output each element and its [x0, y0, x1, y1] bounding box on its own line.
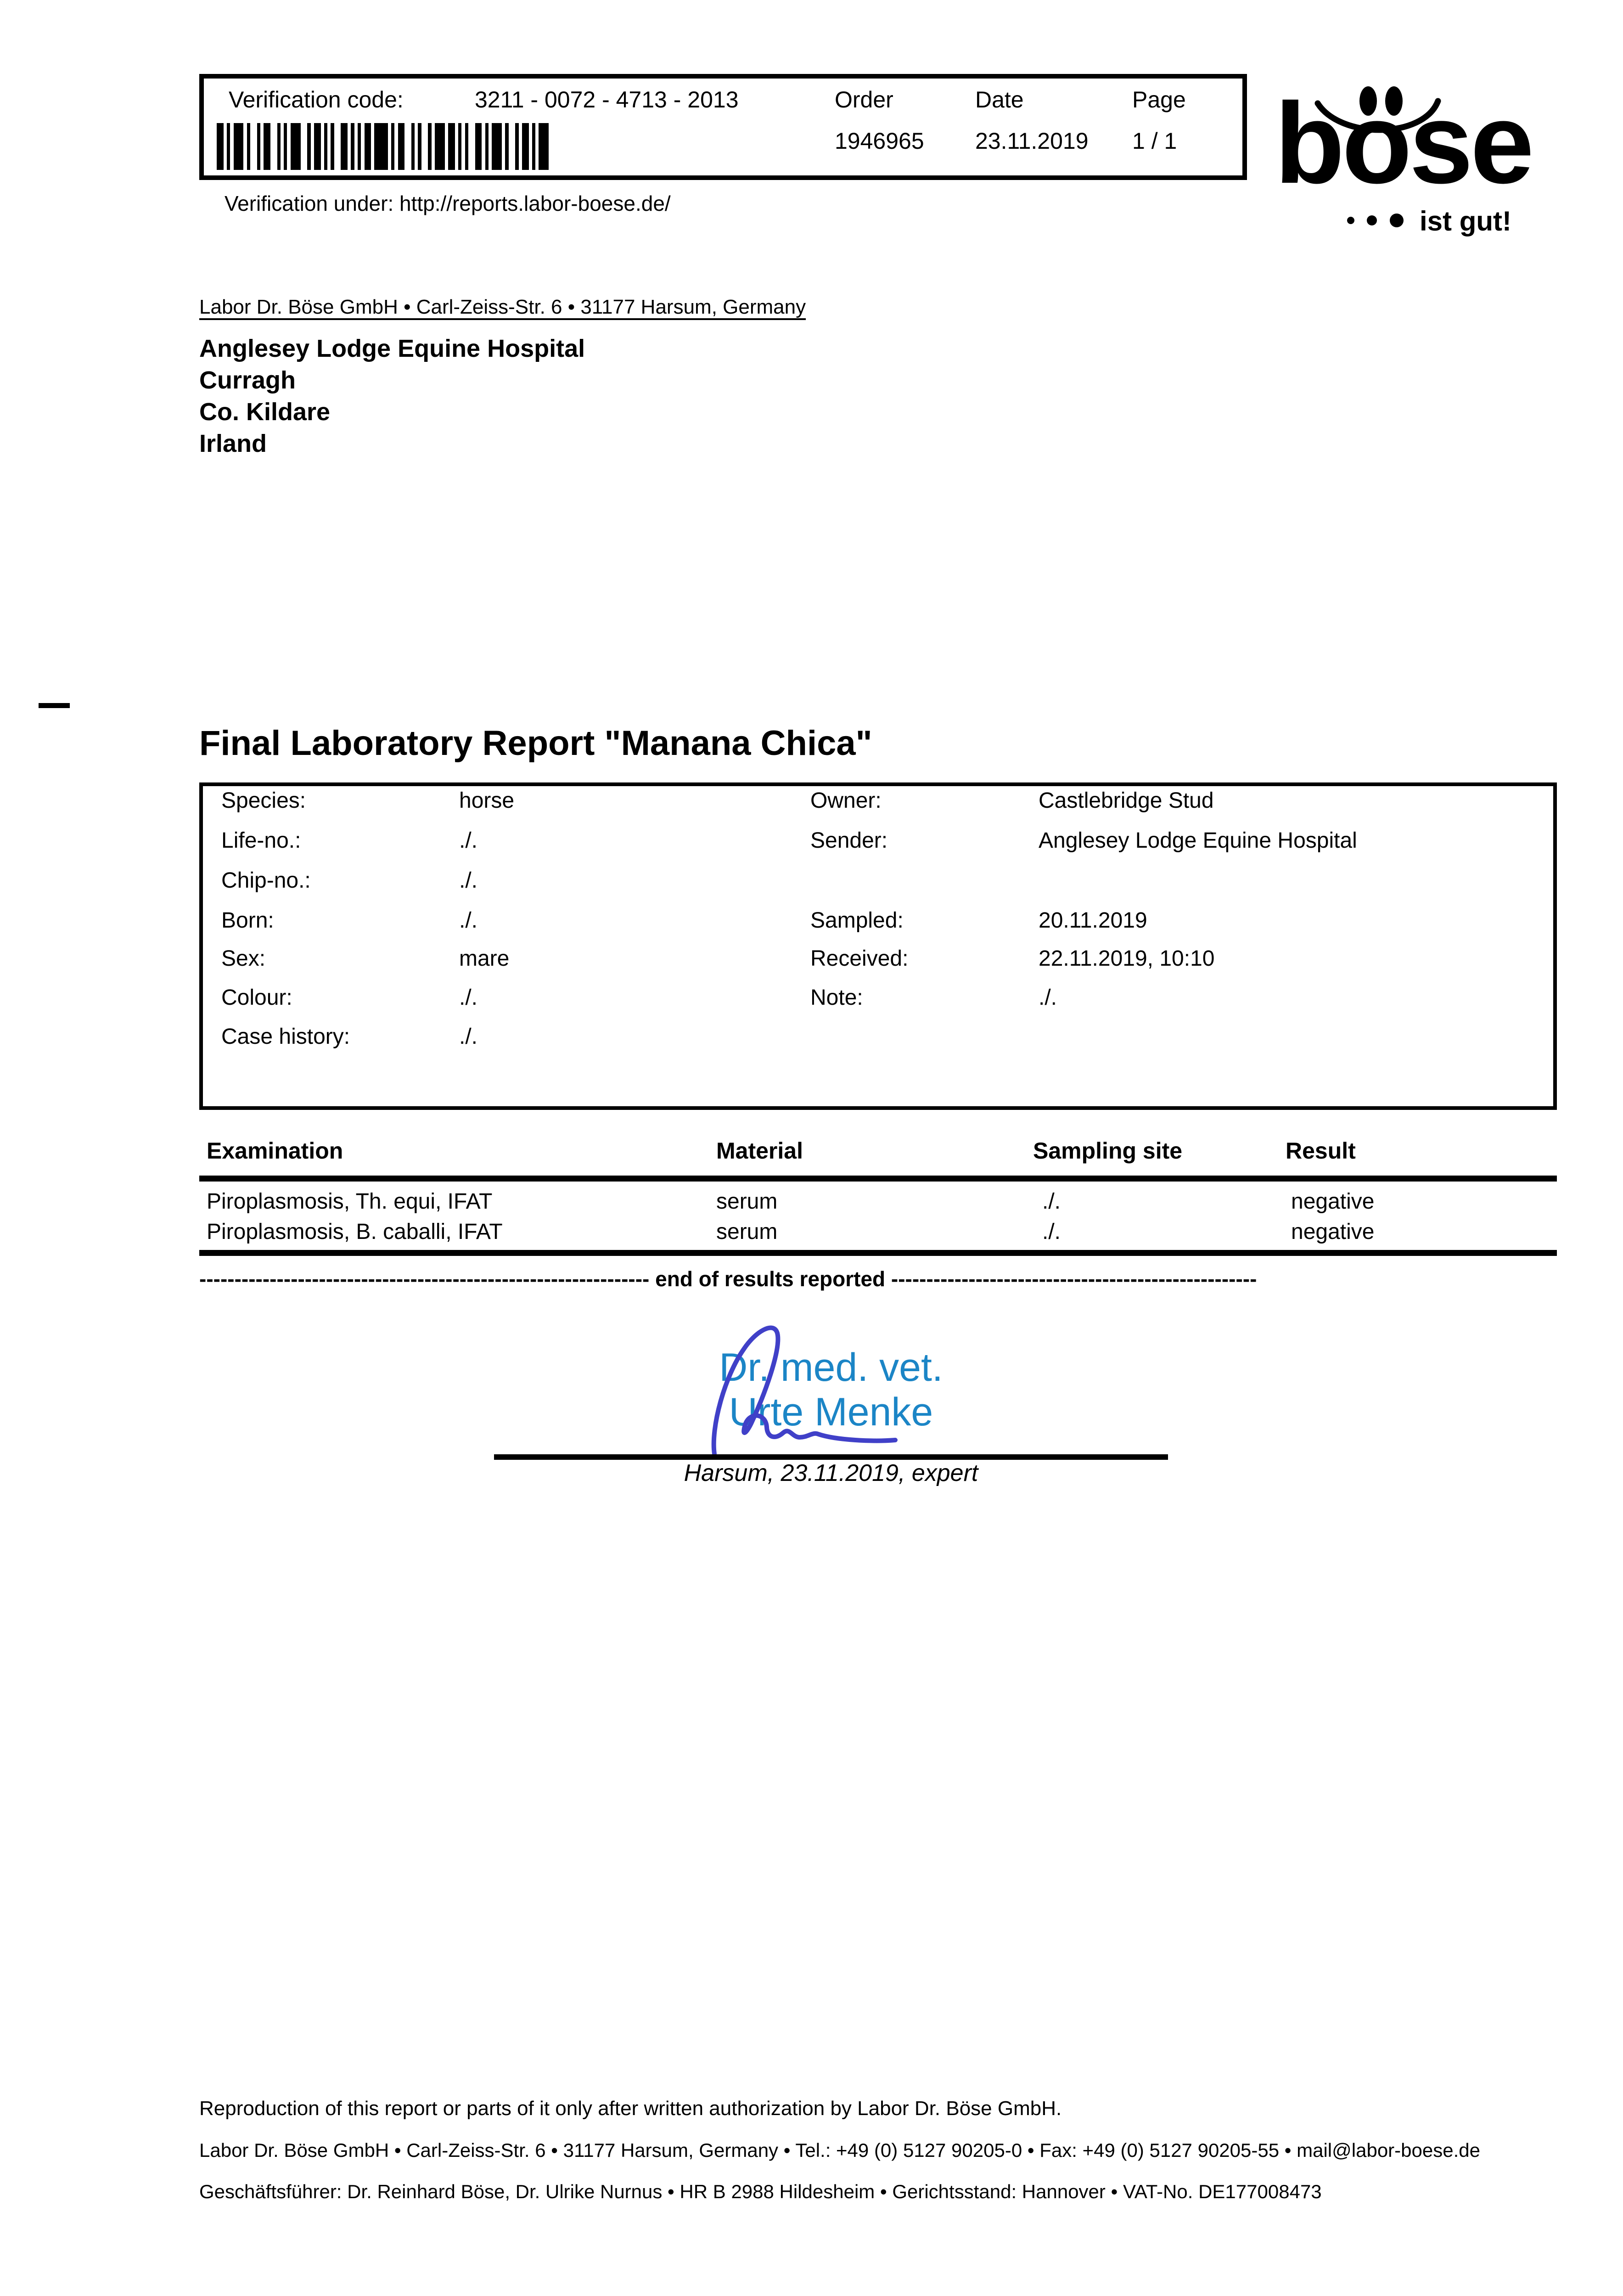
barcode-bar: [324, 123, 327, 170]
barcode-bar: [247, 123, 250, 170]
chip-no-label: Chip-no.:: [221, 868, 311, 893]
page-label: Page: [1132, 87, 1186, 113]
born-label: Born:: [221, 908, 274, 933]
note-value: ./.: [1039, 985, 1057, 1010]
chip-no-value: ./.: [459, 868, 478, 893]
barcode-bar: [448, 123, 455, 170]
signature-rule: [494, 1454, 1168, 1460]
barcode-bar: [505, 123, 508, 170]
note-label: Note:: [810, 985, 863, 1010]
sender-value: Anglesey Lodge Equine Hospital: [1039, 828, 1357, 853]
owner-value: Castlebridge Stud: [1039, 788, 1214, 813]
order-label: Order: [835, 87, 893, 113]
barcode-bar: [539, 123, 549, 170]
barcode-bar: [418, 123, 421, 170]
footer-contact-line: Labor Dr. Böse GmbH • Carl-Zeiss-Str. 6 • 31177 Harsum, Germany • Tel.: +49 (0) 5127 90205-0 • Fax: +49 (0) 5127 90205-55 • mail@labor-boese.de: [199, 2139, 1480, 2161]
logo-tagline-dot-1: [1347, 217, 1354, 224]
received-value: 22.11.2019, 10:10: [1039, 946, 1215, 971]
barcode-bar: [411, 123, 415, 170]
row2-examination: Piroplasmosis, B. caballi, IFAT: [207, 1220, 503, 1244]
barcode-bar: [257, 123, 260, 170]
barcode-bar: [435, 123, 445, 170]
barcode-bar: [331, 123, 334, 170]
verification-url-line: Verification under: http://reports.labor-boese.de/: [225, 191, 671, 215]
barcode-bar: [227, 123, 230, 170]
barcode-bar: [291, 123, 301, 170]
table-bottom-rule: [199, 1250, 1557, 1256]
barcode-bar: [458, 123, 461, 170]
recipient-line-1: Anglesey Lodge Equine Hospital: [199, 335, 585, 362]
date-value: 23.11.2019: [975, 128, 1089, 154]
recipient-line-4: Irland: [199, 430, 267, 457]
logo-tagline-dot-2: [1367, 215, 1377, 225]
page-value: 1 / 1: [1132, 128, 1177, 154]
row1-result: negative: [1291, 1189, 1375, 1214]
case-history-label: Case history:: [221, 1024, 350, 1049]
col-header-examination: Examination: [207, 1138, 343, 1164]
barcode-bar: [277, 123, 281, 170]
recipient-line-2: Curragh: [199, 366, 296, 394]
logo-tagline-dot-3: [1390, 214, 1404, 227]
barcode-bar: [284, 123, 287, 170]
row2-result: negative: [1291, 1220, 1375, 1244]
barcode-bar: [485, 123, 489, 170]
col-header-sampling-site: Sampling site: [1033, 1138, 1183, 1164]
table-top-rule: [199, 1176, 1557, 1182]
species-label: Species:: [221, 788, 306, 813]
col-header-result: Result: [1286, 1138, 1356, 1164]
row1-material: serum: [716, 1189, 778, 1214]
handwritten-signature: [657, 1317, 932, 1460]
colour-label: Colour:: [221, 985, 292, 1010]
footer-reproduction-line: Reproduction of this report or parts of it only after written authorization by Labor Dr. Böse GmbH.: [199, 2097, 1062, 2120]
col-header-material: Material: [716, 1138, 803, 1164]
born-value: ./.: [459, 908, 478, 933]
logo-wordmark: bose: [1275, 79, 1532, 207]
barcode-bar: [522, 123, 529, 170]
barcode-bar: [391, 123, 394, 170]
report-title: Final Laboratory Report "Manana Chica": [199, 724, 872, 763]
order-value: 1946965: [835, 128, 924, 154]
fold-mark: [39, 703, 70, 708]
row1-sampling-site: ./.: [1042, 1189, 1061, 1214]
barcode-bar: [264, 123, 270, 170]
row2-material: serum: [716, 1220, 778, 1244]
row1-examination: Piroplasmosis, Th. equi, IFAT: [207, 1189, 493, 1214]
sampled-label: Sampled:: [810, 908, 904, 933]
verification-code-value: 3211 - 0072 - 4713 - 2013: [475, 87, 739, 113]
colour-value: ./.: [459, 985, 478, 1010]
barcode-bar: [314, 123, 321, 170]
verification-code-label: Verification code:: [229, 87, 404, 113]
barcode-bar: [374, 123, 387, 170]
signature-place-date: Harsum, 23.11.2019, expert: [684, 1460, 978, 1486]
barcode-bar: [515, 123, 518, 170]
barcode: [217, 123, 556, 170]
received-label: Received:: [810, 946, 909, 971]
footer-legal-line: Geschäftsführer: Dr. Reinhard Böse, Dr. Ulrike Nurnus • HR B 2988 Hildesheim • Gerichtsstand: Hannover • VAT-No. DE177008473: [199, 2181, 1322, 2202]
species-value: horse: [459, 788, 515, 813]
barcode-bar: [365, 123, 371, 170]
barcode-bar: [358, 123, 361, 170]
barcode-bar: [465, 123, 468, 170]
life-no-label: Life-no.:: [221, 828, 301, 853]
barcode-bar: [217, 123, 224, 170]
logo-tagline: ist gut!: [1420, 206, 1511, 236]
boese-logo: [1272, 64, 1584, 239]
sender-address-line: Labor Dr. Böse GmbH • Carl-Zeiss-Str. 6 • 31177 Harsum, Germany: [199, 296, 806, 318]
end-of-results-line: ---------------------------------------------------------------- end of results reported ----------------------------------------------------: [199, 1267, 1257, 1291]
sampled-value: 20.11.2019: [1039, 908, 1147, 933]
row2-sampling-site: ./.: [1042, 1220, 1061, 1244]
signature-title-line: Dr. med. vet.: [719, 1345, 943, 1390]
barcode-bar: [532, 123, 535, 170]
barcode-bar: [341, 123, 348, 170]
owner-label: Owner:: [810, 788, 882, 813]
sender-label: Sender:: [810, 828, 888, 853]
barcode-bar: [428, 123, 431, 170]
recipient-line-3: Co. Kildare: [199, 398, 331, 426]
date-label: Date: [975, 87, 1024, 113]
barcode-bar: [234, 123, 244, 170]
barcode-bar: [492, 123, 502, 170]
sex-value: mare: [459, 946, 510, 971]
signature-name-line: Urte Menke: [729, 1390, 933, 1434]
sex-label: Sex:: [221, 946, 266, 971]
barcode-bar: [475, 123, 482, 170]
barcode-bar: [351, 123, 354, 170]
barcode-bar: [307, 123, 310, 170]
barcode-bar: [398, 123, 405, 170]
life-no-value: ./.: [459, 828, 478, 853]
case-history-value: ./.: [459, 1024, 478, 1049]
